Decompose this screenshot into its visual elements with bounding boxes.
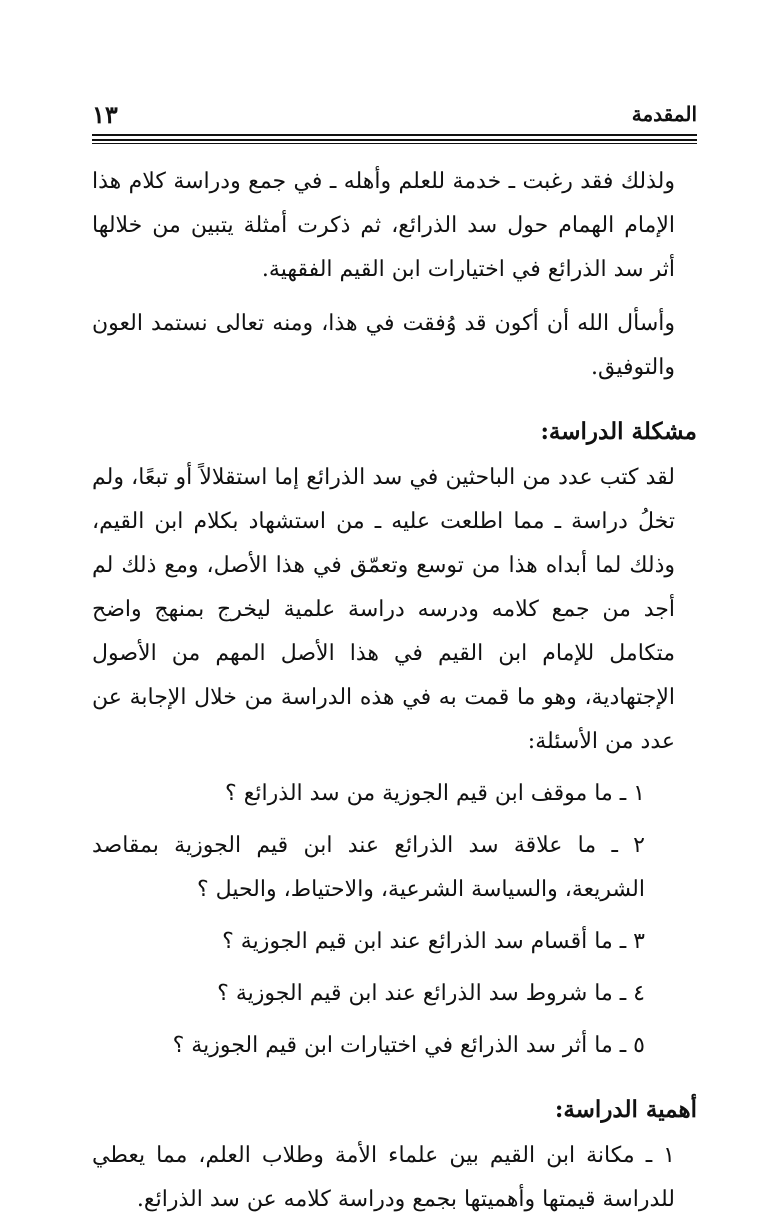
list-item: ٥ ـ ما أثر سد الذرائع في اختيارات ابن قيم الجوزية ؟ [172, 1033, 645, 1058]
page-number: ١٣ [92, 100, 118, 129]
running-header [92, 100, 697, 132]
list-item: ٣ ـ ما أقسام سد الذرائع عند ابن قيم الجوزية ؟ [222, 929, 645, 954]
research-questions-list [92, 772, 697, 1068]
section-heading-importance: أهمية الدراسة: [554, 1096, 697, 1123]
page-body [92, 160, 697, 1222]
list-item: ١ ـ ما موقف ابن قيم الجوزية من سد الذرائع ؟ [225, 781, 645, 806]
header-rule-thick [92, 134, 697, 136]
intro-paragraph-1: ولذلك فقد رغبت ـ خدمة للعلم وأهله ـ في جمع ودراسة كلام هذا الإمام الهمام حول سد الذرائع، ثم ذكرت أمثلة يتبين من خلالها أثر سد الذرائع في اختيارات ابن القيم الفقهية. [92, 169, 675, 282]
list-item: ٢ ـ ما علاقة سد الذرائع عند ابن قيم الجوزية بمقاصد الشريعة، والسياسة الشرعية، والاحتياط، والحيل ؟ [92, 833, 645, 902]
importance-paragraph-1: ١ ـ مكانة ابن القيم بين علماء الأمة وطلاب العلم، مما يعطي للدراسة قيمتها وأهميتها بجمع ودراسة كلامه عن سد الذرائع. [92, 1143, 675, 1212]
chapter-title: المقدمة [631, 102, 697, 126]
list-item: ٤ ـ ما شروط سد الذرائع عند ابن قيم الجوزية ؟ [217, 981, 645, 1006]
intro-paragraph-2: وأسأل الله أن أكون قد وُفقت في هذا، ومنه تعالى نستمد العون والتوفيق. [92, 311, 675, 380]
section-heading-problem: مشكلة الدراسة: [540, 418, 697, 445]
header-rule-thin [92, 143, 697, 144]
header-rule-middle [92, 139, 697, 141]
problem-paragraph: لقد كتب عدد من الباحثين في سد الذرائع إما استقلالاً أو تبعًا، ولم تخلُ دراسة ـ مما اطلعت عليه ـ من استشهاد بكلام ابن القيم، وذلك لما أبداه هذا من توسع وتعمّق في هذا الأصل، ومع ذلك لم أجد من جمع كلامه ودرسه دراسة علمية ليخرج بمنهج واضح متكامل للإمام ابن القيم في هذا الأصل المهم من الأصول الإجتهادية، وهو ما قمت به في هذه الدراسة من خلال الإجابة عن عدد من الأسئلة: [92, 465, 675, 754]
